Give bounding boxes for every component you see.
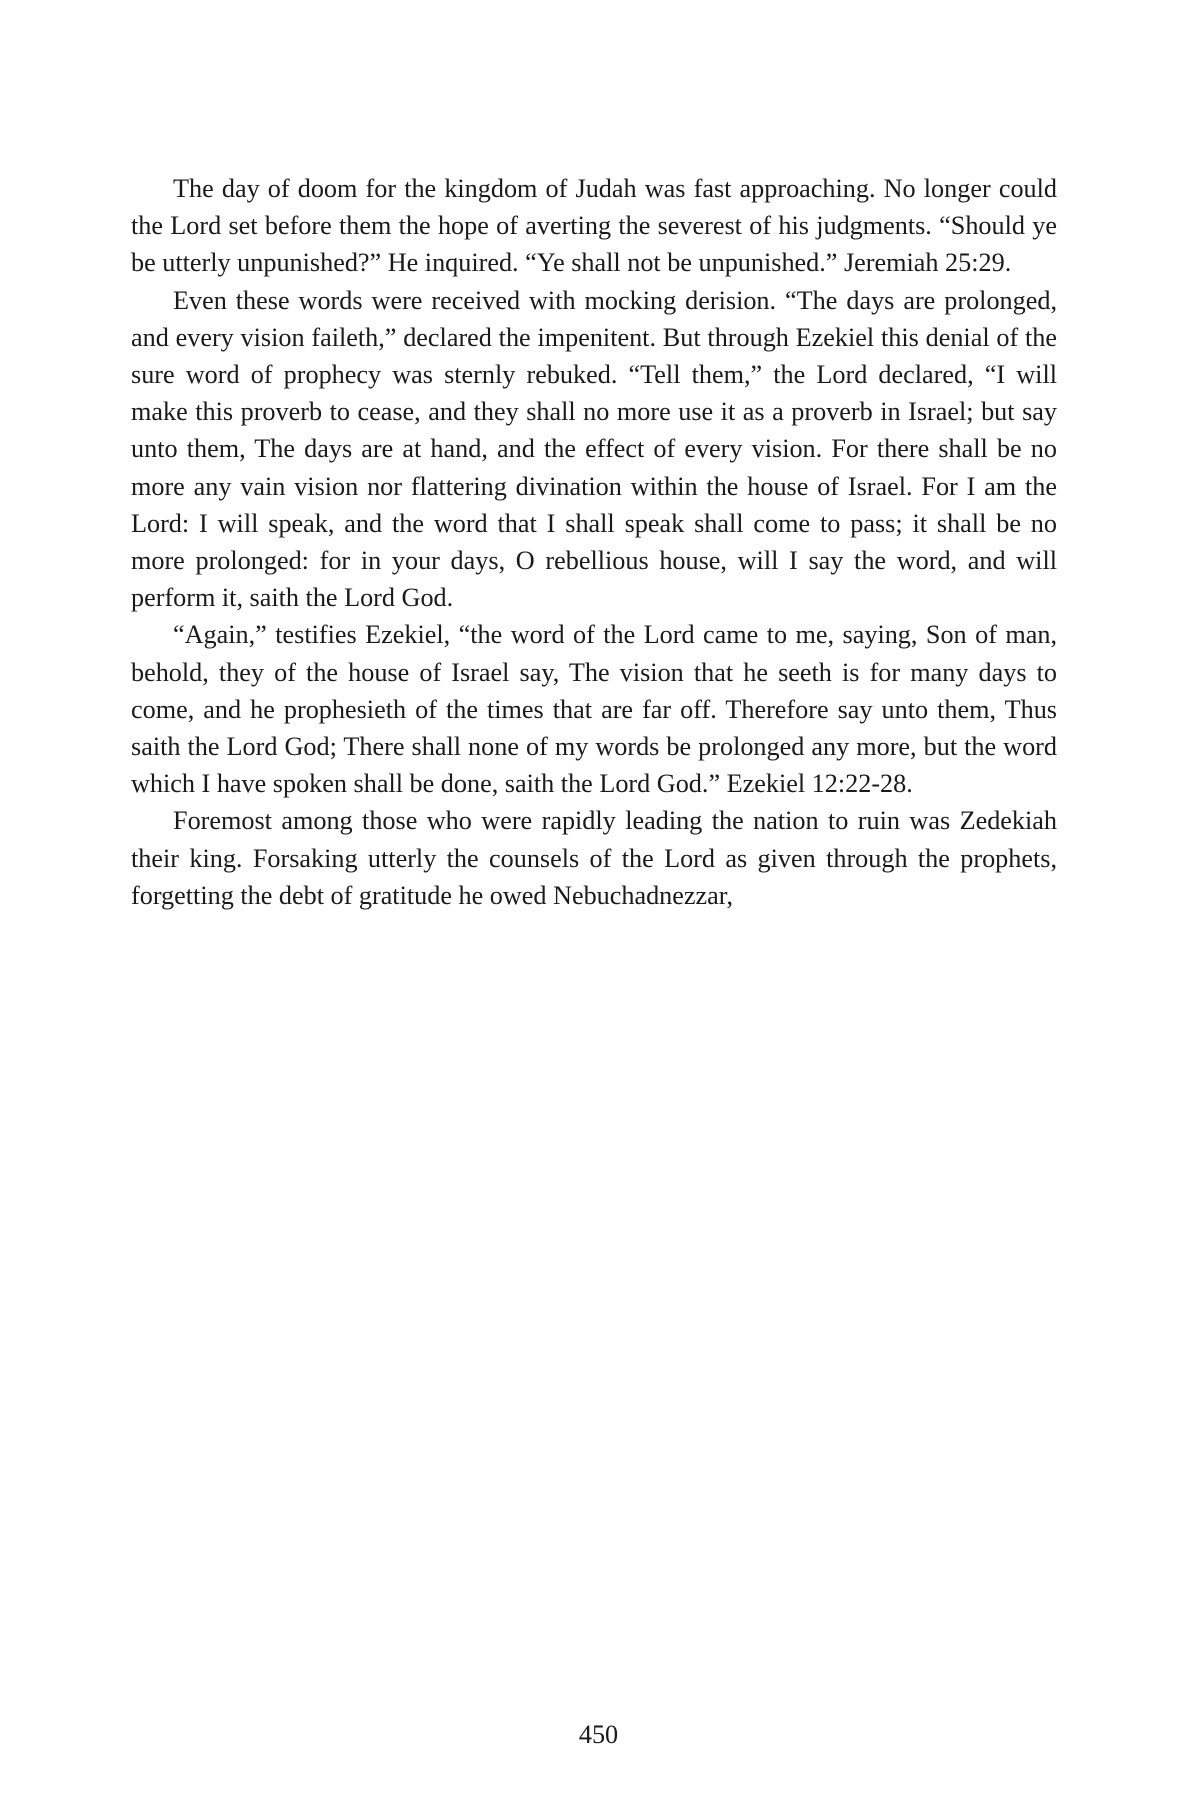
paragraph: “Again,” testifies Ezekiel, “the word of the Lord came to me, saying, Son of man, behold, they of the house of Israel say, The vision that he seeth is for many days to come, and he prophesieth of the times that are far off. Therefore say unto them, Thus saith the Lord God; There shall none of my words be prolonged any more, but the word which I have spoken shall be done, saith the Lord God.” Ezekiel 12:22-28. xyxy=(131,620,1057,799)
paragraph: Foremost among those who were rapidly leading the nation to ruin was Zedekiah their king. Forsaking utterly the counsels of the Lord as given through the prophets, forgetting the debt of gratitude he owed Nebuchadnezzar, xyxy=(131,806,1057,910)
page-number: 450 xyxy=(578,1720,619,1749)
paragraph: The day of doom for the kingdom of Judah was fast approaching. No longer could the Lord set before them the hope of averting the severest of his judgments. “Should ye be utterly unpunished?” He inquired. “Ye shall not be unpunished.” Jeremiah 25:29. xyxy=(131,174,1057,278)
paragraph: Even these words were received with mocking derision. “The days are prolonged, and every vision faileth,” declared the impenitent. But through Ezekiel this denial of the sure word of prophecy was sternly rebuked. “Tell them,” the Lord declared, “I will make this proverb to cease, and they shall no more use it as a proverb in Israel; but say unto them, The days are at hand, and the effect of every vision. For there shall be no more any vain vision nor flattering divination within the house of Israel. For I am the Lord: I will speak, and the word that I shall speak shall come to pass; it shall be no more prolonged: for in your days, O rebellious house, will I say the word, and will perform it, saith the Lord God. xyxy=(131,285,1057,613)
page-body xyxy=(131,170,1057,914)
